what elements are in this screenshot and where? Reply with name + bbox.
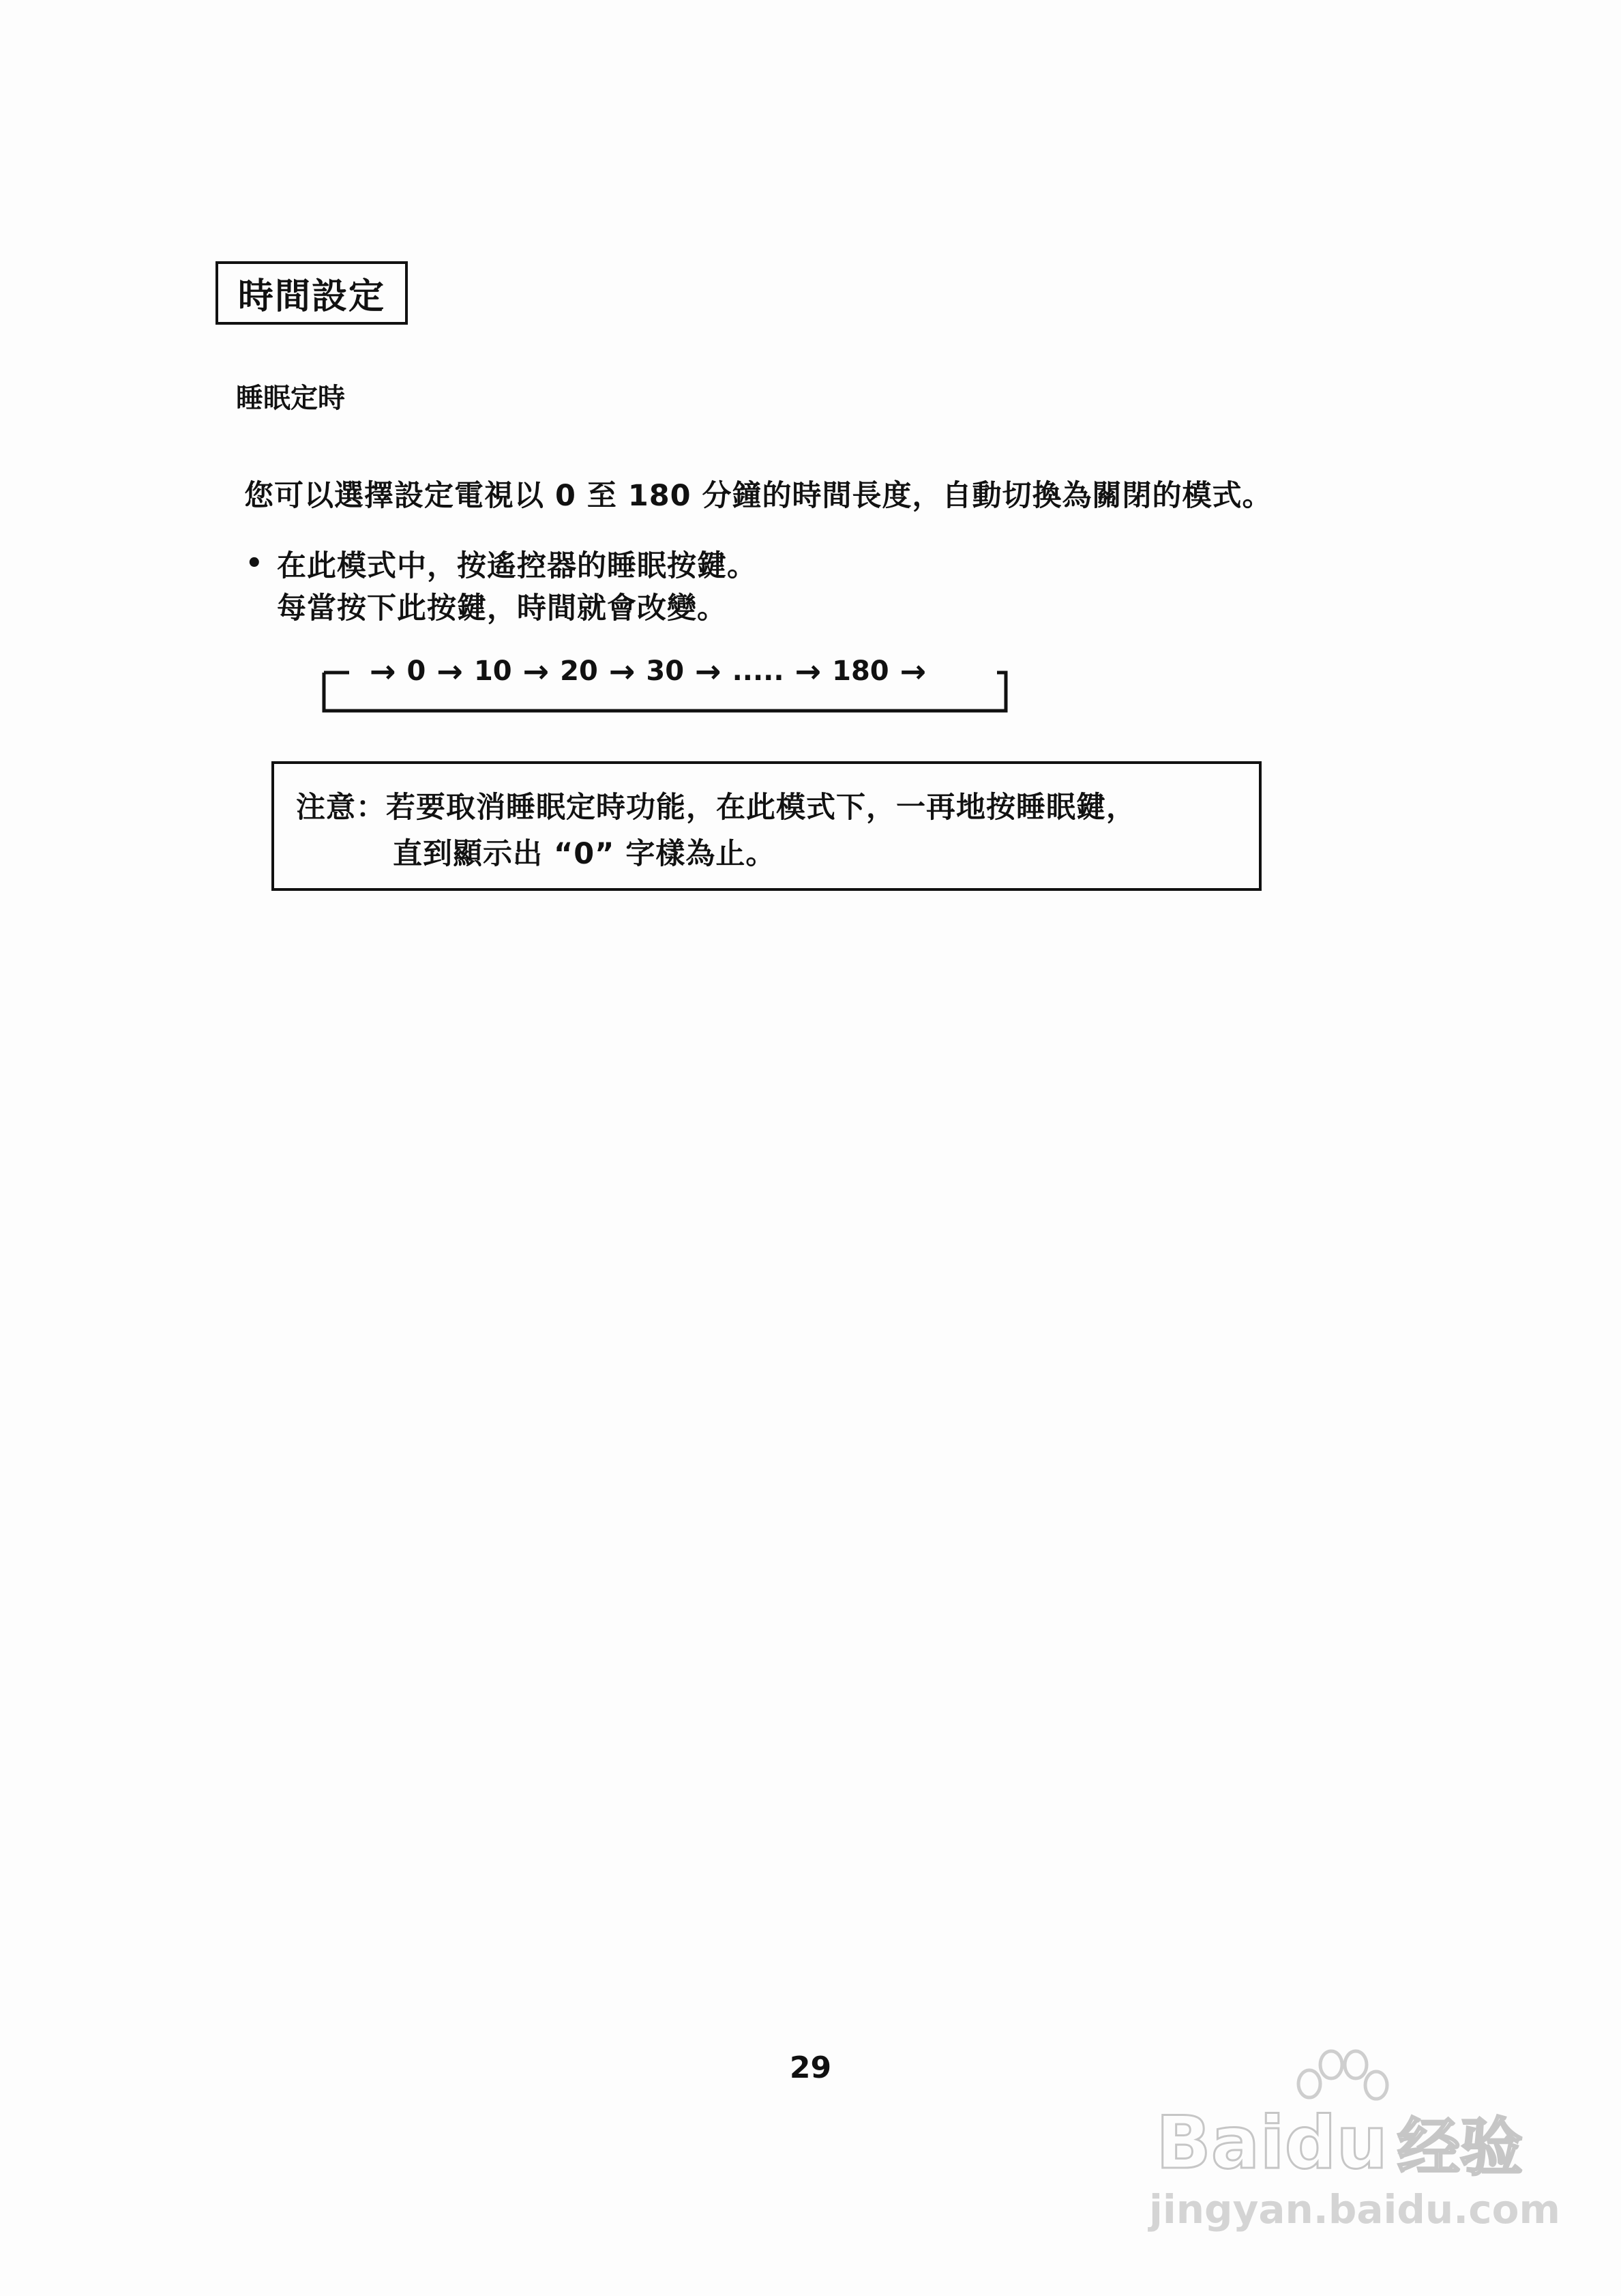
watermark-url: jingyan.baidu.com bbox=[1149, 2186, 1560, 2233]
page-number: 29 bbox=[789, 2050, 832, 2085]
arrow-right-icon: → bbox=[370, 653, 396, 690]
bullet-dot-icon: • bbox=[246, 548, 264, 579]
baidu-jingyan-watermark bbox=[1149, 2043, 1560, 2241]
bullet-list bbox=[246, 542, 757, 627]
bullet-text-line1: 在此模式中，按遙控器的睡眠按鍵。 bbox=[277, 548, 757, 583]
cycle-value-30: 30 bbox=[646, 656, 685, 687]
bullet-text-line2: 每當按下此按鍵，時間就會改變。 bbox=[277, 591, 727, 625]
arrow-right-icon: → bbox=[608, 653, 636, 690]
cycle-value-0: 0 bbox=[406, 656, 426, 687]
description-text: 您可以選擇設定電視以 0 至 180 分鐘的時間長度，自動切換為關閉的模式。 bbox=[244, 479, 1273, 513]
baidu-logo-text: Bai bbox=[1156, 2100, 1285, 2185]
cycle-value-ellipsis: ..... bbox=[732, 656, 784, 687]
subsection-title: 睡眠定時 bbox=[236, 383, 345, 414]
baidu-logo-text-du: du bbox=[1284, 2100, 1388, 2185]
baidu-logo bbox=[1156, 2098, 1523, 2188]
cycle-value-180: 180 bbox=[832, 656, 889, 687]
section-title-box bbox=[215, 261, 408, 325]
arrow-right-icon: → bbox=[899, 653, 927, 690]
cycle-value-10: 10 bbox=[473, 656, 512, 687]
cycle-value-20: 20 bbox=[560, 656, 598, 687]
note-text-line1: 注意：若要取消睡眠定時功能，在此模式下，一再地按睡眠鍵， bbox=[296, 791, 1136, 825]
arrow-right-icon: → bbox=[695, 653, 722, 690]
sleep-timer-cycle-diagram bbox=[322, 649, 1008, 713]
jingyan-logo-text: 经验 bbox=[1397, 2111, 1523, 2184]
arrow-right-icon: → bbox=[436, 653, 463, 690]
arrow-right-icon: → bbox=[522, 653, 550, 690]
arrow-right-icon: → bbox=[794, 653, 822, 690]
cycle-sequence bbox=[359, 649, 937, 693]
section-title: 時間設定 bbox=[237, 276, 385, 317]
note-box bbox=[271, 761, 1262, 891]
note-text-line2: 直到顯示出 “0” 字樣為止。 bbox=[393, 837, 776, 871]
bullet-item bbox=[246, 542, 757, 585]
